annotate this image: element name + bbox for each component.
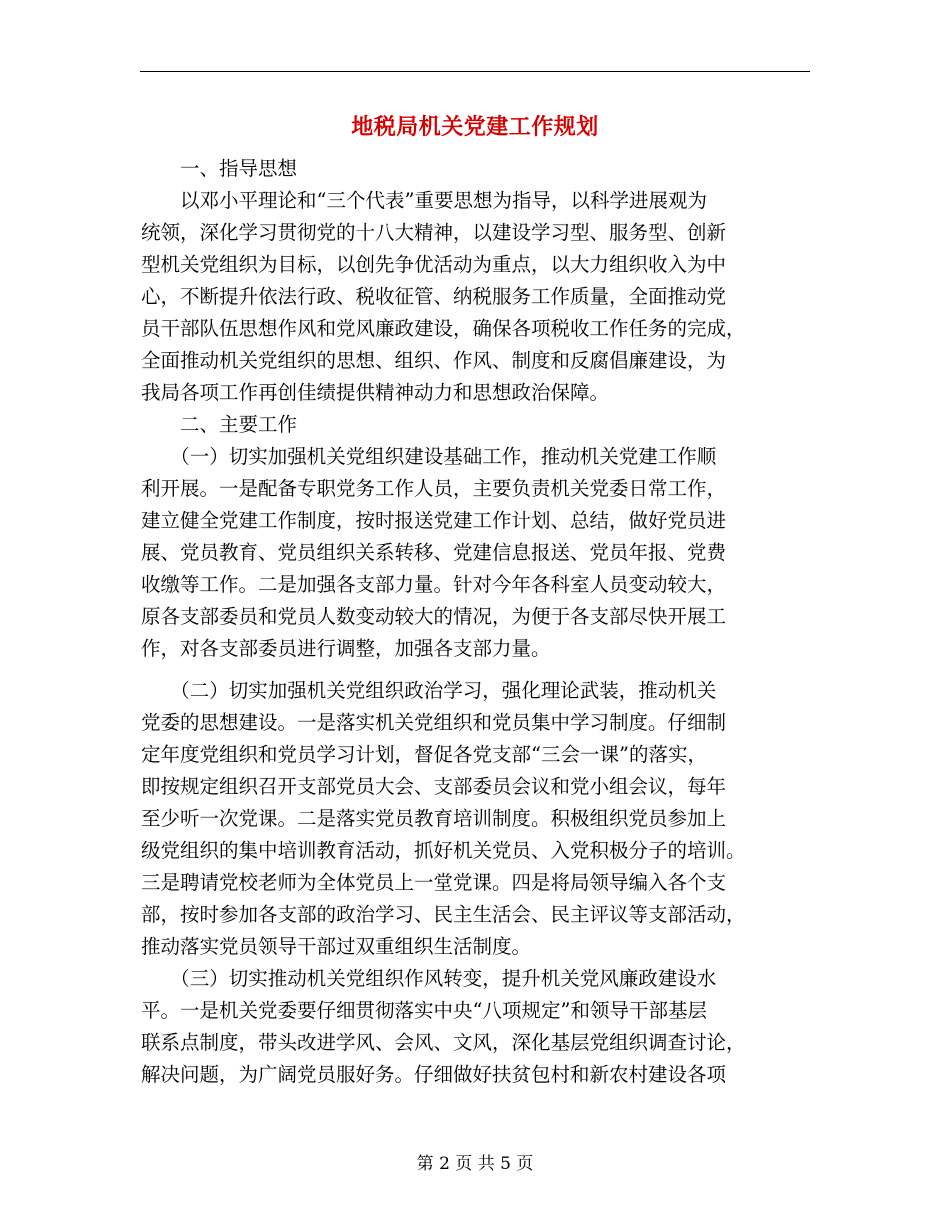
text-line: 解决问题，为广阔党员服好务。仔细做好扶贫包村和新农村建设各项 — [141, 1063, 727, 1086]
text-line: 利开展。一是配备专职党务工作人员，主要负责机关党委日常工作， — [141, 477, 727, 500]
text-line: 一、指导思想 — [141, 157, 298, 180]
text-line: 三是聘请党校老师为全体党员上一堂党课。四是将局领导编入各个支 — [141, 871, 727, 894]
text-line: 心，不断提升依法行政、税收征管、纳税服务工作质量，全面推动党 — [141, 285, 727, 308]
text-line: 原各支部委员和党员人数变动较大的情况，为便于各支部尽快开展工 — [141, 605, 727, 628]
text-line: 即按规定组织召开支部党员大会、支部委员会议和党小组会议，每年 — [141, 775, 727, 798]
text-line: 全面推动机关党组织的思想、组织、作风、制度和反腐倡廉建设，为 — [141, 349, 727, 372]
text-line: 二、主要工作 — [141, 413, 298, 436]
text-line: 党委的思想建设。一是落实机关党组织和党员集中学习制度。仔细制 — [141, 711, 727, 734]
text-line: 作，对各支部委员进行调整，加强各支部力量。 — [141, 637, 551, 660]
text-line: 我局各项工作再创佳绩提供精神动力和思想政治保障。 — [141, 381, 610, 404]
text-line: 展、党员教育、党员组织关系转移、党建信息报送、党员年报、党费 — [141, 541, 727, 564]
text-line: 型机关党组织为目标，以创先争优活动为重点，以大力组织收入为中 — [141, 253, 727, 276]
text-line: 推动落实党员领导干部过双重组织生活制度。 — [141, 935, 532, 958]
text-line: （二）切实加强机关党组织政治学习，强化理论武装，推动机关 — [141, 679, 717, 702]
text-line: 级党组织的集中培训教育活动，抓好机关党员、入党积极分子的培训。 — [141, 839, 746, 862]
text-line: 收缴等工作。二是加强各支部力量。针对今年各科室人员变动较大， — [141, 573, 727, 596]
text-line: 统领，深化学习贯彻党的十八大精神，以建设学习型、服务型、创新 — [141, 221, 727, 244]
text-line: （三）切实推动机关党组织作风转变，提升机关党风廉政建设水 — [141, 967, 717, 990]
text-line: 平。一是机关党委要仔细贯彻落实中央“八项规定”和领导干部基层 — [141, 999, 707, 1022]
text-line: 以邓小平理论和“三个代表”重要思想为指导，以科学进展观为 — [141, 189, 707, 212]
text-line: 定年度党组织和党员学习计划，督促各党支部“三会一课”的落实， — [141, 743, 707, 766]
text-line: 至少听一次党课。二是落实党员教育培训制度。积极组织党员参加上 — [141, 807, 727, 830]
document-title: 地税局机关党建工作规划 — [351, 114, 599, 140]
text-line: 部，按时参加各支部的政治学习、民主生活会、民主评议等支部活动， — [141, 903, 746, 926]
text-line: 员干部队伍思想作风和党风廉政建设，确保各项税收工作任务的完成， — [141, 317, 746, 340]
text-line: （一）切实加强机关党组织建设基础工作，推动机关党建工作顺 — [141, 445, 717, 468]
header-rule — [140, 71, 810, 72]
text-line: 联系点制度，带头改进学风、会风、文风，深化基层党组织调查讨论， — [141, 1031, 746, 1054]
page-number: 第 2 页 共 5 页 — [416, 1154, 534, 1174]
text-line: 建立健全党建工作制度，按时报送党建工作计划、总结，做好党员进 — [141, 509, 727, 532]
